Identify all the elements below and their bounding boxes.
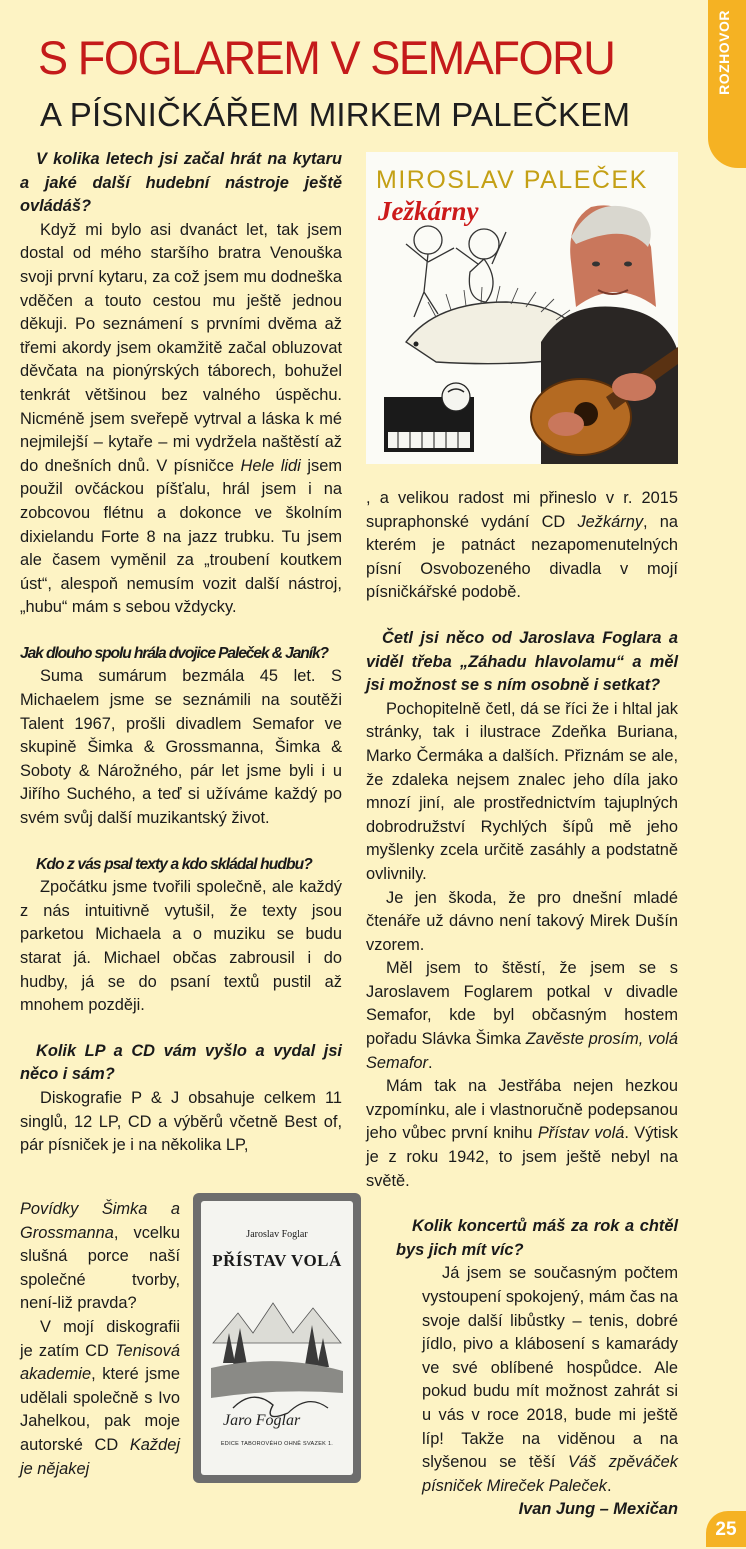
answer-4-discography: V mojí diskografii je zatím CD Tenisová akademie, které jsme udělali společně s Ivo Jahelkou, pak moje autorské CD Každej je nějakej [20,1317,180,1478]
book-edition: EDICE TABOROVÉHO OHNĚ SVAZEK 1. [220,1441,334,1447]
question-6: Kolik koncertů máš za rok a chtěl bys jich mít víc? [396,1217,678,1259]
column-left-wrap [20,1198,180,1481]
book-author: Jaroslav Foglar [246,1229,308,1240]
answer-5-4: Mám tak na Jestřába nejen hezkou vzpomínku, ale i vlastnoručně podepsanou jeho vůbec první knihu Přístav volá. Výtisk je z roku 1942, to jsem ještě nebyl na světě. [366,1077,678,1190]
book-cover-photo [193,1193,361,1483]
article-subtitle: A PÍSNIČKÁŘEM MIRKEM PALEČKEM [40,96,631,133]
answer-2: Suma sumárum bezmála 45 let. S Michaelem jsme se seznámili na soutěži Talent 1967, prošli divadlem Semafor ve skupině Šimka & Grossmanna, Šimka & Soboty & Nárožného, pár let jsme byli i u Jiřího Suchého, a teď si užíváme každý po svém svůj další muzikantský život. [20,667,342,828]
question-3: Kdo z vás psal texty a kdo skládal hudbu? [36,855,312,873]
article-title: S FOGLAREM V SEMAFORU [38,31,615,84]
book-title: PŘÍSTAV VOLÁ [212,1251,342,1270]
page-number: 25 [706,1511,746,1547]
answer-5-3: Měl jsem to štěstí, že jsem se s Jaroslavem Foglarem potkal v divadle Semafor, kde byl občasným hostem pořadu Slávka Šimka Zavěste prosím, volá Semafor. [366,959,678,1072]
question-4: Kolik LP a CD vám vyšlo a vydal jsi něco i sám? [20,1041,342,1084]
answer-3: Zpočátku jsme tvořili společně, ale každý z nás intuitivně vytušil, že texty jsou parketou Michaela a o muziku se budu starat já. Michael občas zabrousil i do hudby, já se do psaní textů pustil až mnohem později. [20,878,342,1015]
album-title: Ježkárny [378,196,479,226]
question-5: Četl jsi něco od Jaroslava Foglara a viděl třeba „Záhadu hlavolamu“ a měl jsi možnost se s ním osobně i setkat? [366,628,678,695]
svg-text:Jaro Foglar: Jaro Foglar [223,1412,301,1429]
answer-6: Já jsem se současným počtem vystoupení spokojený, mám čas na svoje další libůstky – tenis, dobré jídlo, pivo a klábosení s kamarády ve své oblíbené hospůdce. Ale pokud budu mít možnost zahrát si u vás v roce 2018, bude mi ještě líp! Takže na viděnou a na slyšenou se těší Váš zpěváček písniček Mireček Paleček. [422,1264,679,1495]
album-cover-photo [366,152,678,464]
section-tab-label: ROZHOVOR [716,10,732,95]
section-tab [708,0,746,168]
answer-4-cont: , a velikou radost mi přineslo v r. 2015 supraphonské vydání CD Ježkárny, na kterém je patnáct nezapomenutelných písní Osvobozeného divadla v mojí písničkářské podobě. [366,489,678,602]
column-right [366,487,678,1522]
answer-4-intro: Diskografie P & J obsahuje celkem 11 singlů, 12 LP, CD a výběrů včetně Best of, pár písniček je i na několika LP, [20,1088,342,1155]
answer-5-1: Pochopitelně četl, dá se říci že i hltal jak stránky, tak i ilustrace Zdeňka Buriana, Marko Čermáka a dalších. Přiznám se ale, že zdaleka nejsem znalec jeho díla jako mnozí jiní, ale prostřednictvím tajuplných dobrodružství Rychlých šípů mě jeho myšlenky zcela určitě zasáhly a podstatně ovlivnily. [366,699,678,883]
answer-4-wrap: Povídky Šimka a Grossmanna, vcelku slušná porce naší společné tvorby, není-liž pravda? [20,1200,180,1313]
author-signature: Ivan Jung – Mexičan [518,1500,678,1519]
answer-1: Když mi bylo asi dvanáct let, tak jsem dostal od mého staršího bratra Venouška svoji první kytaru, za což jsem mu dodneška vděčen a touto cestou mu ještě jednou děkuji. Po seznámení s prvními dvěma až třemi akordy jsem okamžitě začal obluzovat děvčata na pionýrských táborech, bohužel tenkrát většinou bez valného úspěchu. Nicméně jsem sveřepě vytrval a láska k mé nejmilejší – kytaře – mi vydržela naštěstí až do dnešních dnů. V písničce Hele lidi jsem použil ovčáckou píšťalu, hrál jsem i na zobcovou flétnu a dokonce ve školním dixielandu Forte 8 na jazz trubku. Tu jsem ale časem vyměnil za „troubení koutkem úst“, alespoň nemusím vozit další nástroj, „hubu“ mám s sebou vždycky. [20,220,342,617]
question-2: Jak dlouho spolu hrála dvojice Paleček & Janík? [20,644,328,662]
column-left [20,148,342,1158]
book-illustration [193,1193,361,1483]
album-artist: MIROSLAV PALEČEK [376,166,648,194]
answer-5-2: Je jen škoda, že pro dnešní mladé čtenáře už dávno není takový Mirek Dušín vzorem. [366,888,678,954]
question-1: V kolika letech jsi začal hrát na kytaru a jaké další hudební nástroje ještě ovládáš? [20,150,342,216]
